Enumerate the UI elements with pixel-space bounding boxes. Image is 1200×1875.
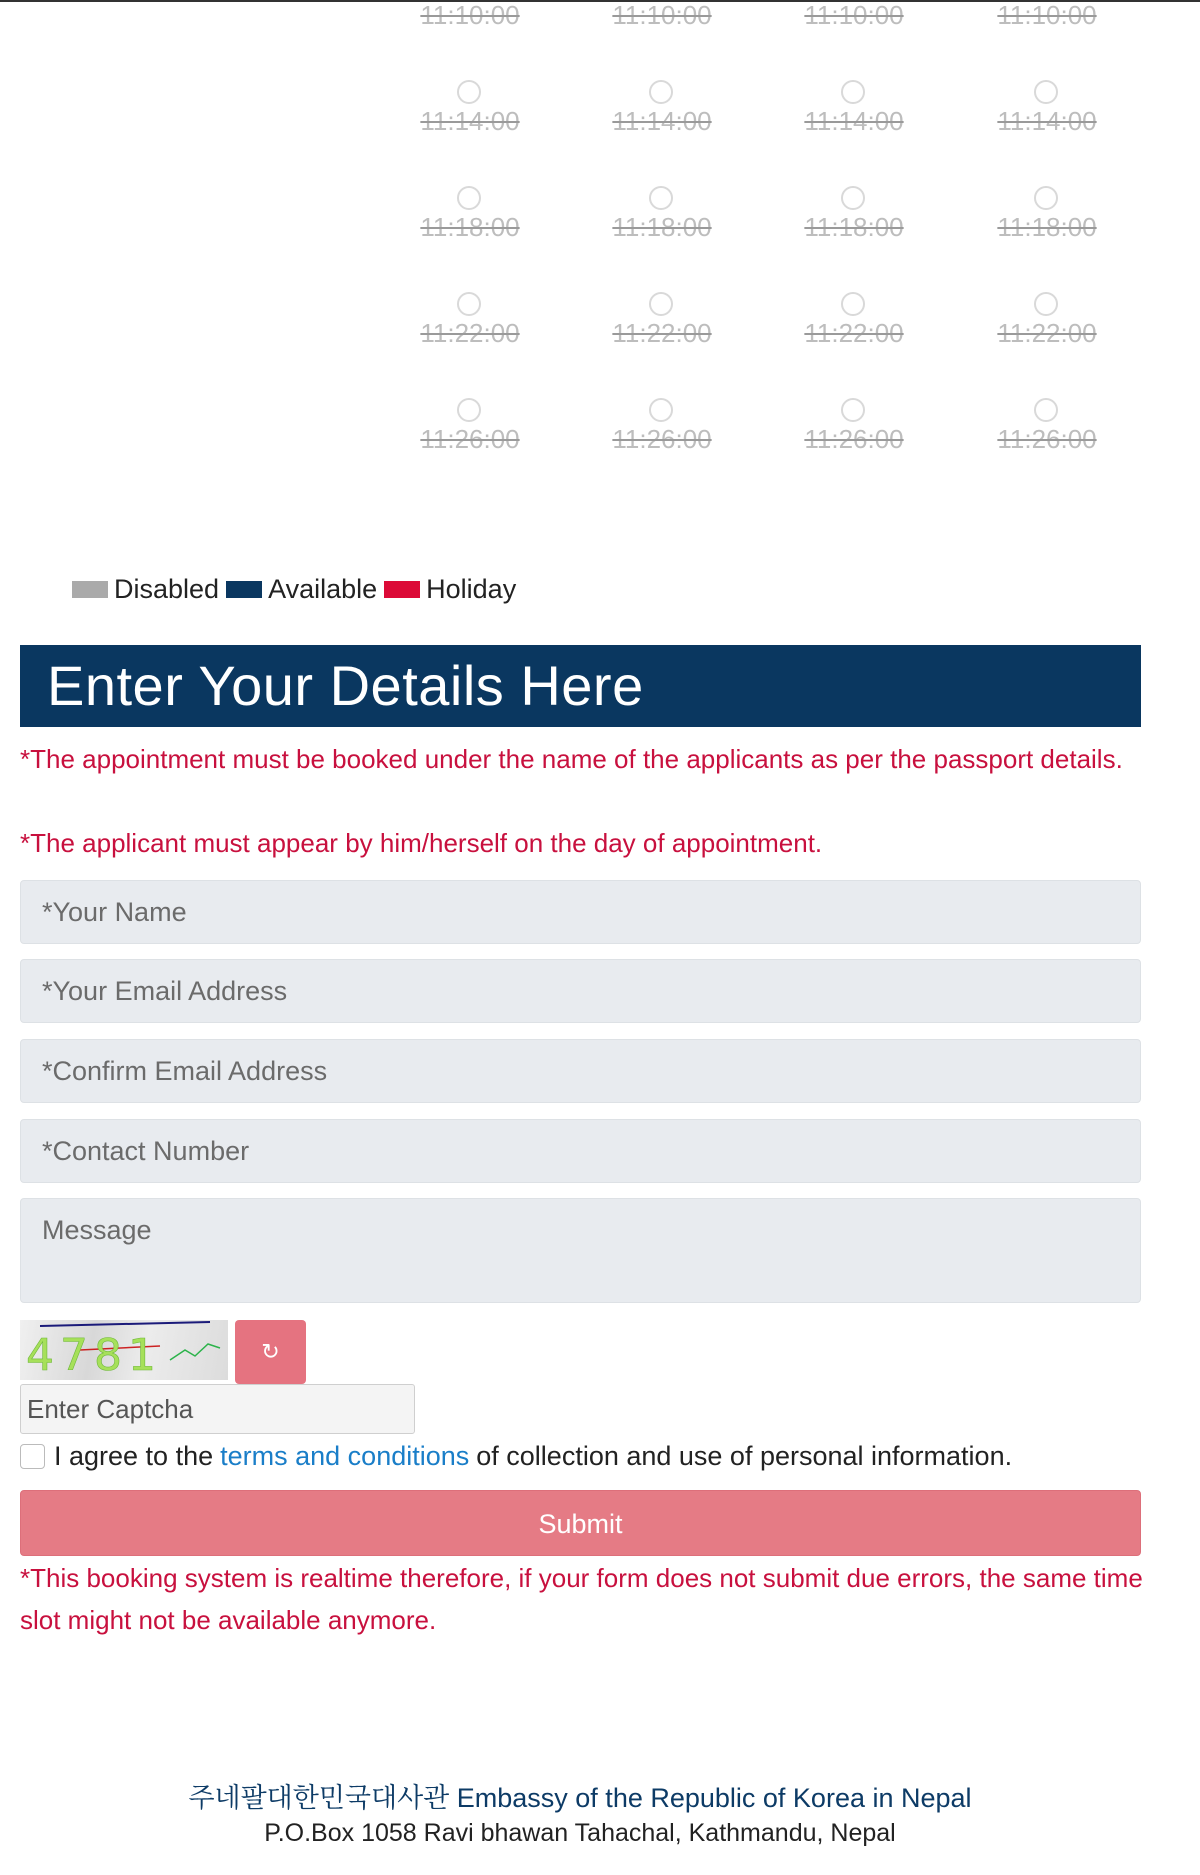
legend-label: Holiday — [426, 573, 517, 604]
time-slot — [572, 80, 752, 186]
time-slot-label: 11:10:00 — [804, 0, 904, 30]
time-slot-label: 11:18:00 — [804, 212, 904, 242]
captcha-refresh-button[interactable] — [235, 1320, 306, 1384]
time-slot-radio — [841, 80, 865, 104]
time-slot — [380, 186, 560, 292]
time-slot-label: 11:14:00 — [420, 106, 520, 136]
time-slot — [957, 0, 1137, 80]
time-slot-radio — [457, 80, 481, 104]
captcha-input[interactable] — [20, 1384, 415, 1434]
time-slot — [957, 186, 1137, 292]
email-input[interactable] — [20, 959, 1141, 1023]
captcha-code: 4781 — [26, 1330, 162, 1380]
agree-suffix-text: of collection and use of personal information. — [476, 1440, 1013, 1471]
legend-item — [384, 574, 516, 605]
time-slot-radio — [1034, 186, 1058, 210]
message-textarea[interactable] — [20, 1198, 1141, 1303]
time-slot — [380, 398, 560, 504]
slot-legend — [72, 572, 523, 606]
passport-name-notice: *The appointment must be booked under the name of the applicants as per the passport details. — [20, 744, 1123, 774]
time-slot — [764, 186, 944, 292]
legend-swatch — [72, 581, 108, 598]
details-section-title: Enter Your Details Here — [20, 645, 1141, 727]
time-slot — [957, 80, 1137, 186]
embassy-name: 주네팔대한민국대사관 Embassy of the Republic of Korea in Nepal — [188, 1783, 972, 1813]
confirm-email-input[interactable] — [20, 1039, 1141, 1103]
contact-number-input[interactable] — [20, 1119, 1141, 1183]
time-slot — [957, 398, 1137, 504]
time-slot-radio — [1034, 80, 1058, 104]
time-slot-grid — [0, 0, 1200, 480]
realtime-booking-notice: *This booking system is realtime therefore, if your form does not submit due errors, the same time slot might not be available anymore. — [20, 1563, 1143, 1635]
time-slot — [764, 80, 944, 186]
time-slot — [957, 292, 1137, 398]
legend-swatch — [384, 581, 420, 598]
terms-checkbox[interactable] — [20, 1444, 45, 1469]
time-slot-label: 11:22:00 — [612, 318, 712, 348]
time-slot-radio — [1034, 398, 1058, 422]
legend-label: Disabled — [114, 573, 220, 604]
captcha-image — [20, 1320, 228, 1380]
time-slot — [380, 0, 560, 80]
time-slot-radio — [841, 398, 865, 422]
time-slot-label: 11:18:00 — [997, 212, 1097, 242]
time-slot — [572, 0, 752, 80]
time-slot-label: 11:26:00 — [612, 424, 712, 454]
refresh-icon: ↻ — [261, 1339, 280, 1364]
time-slot-radio — [649, 80, 673, 104]
submit-button[interactable]: Submit — [20, 1490, 1141, 1556]
time-slot — [572, 398, 752, 504]
time-slot-radio — [841, 186, 865, 210]
time-slot-label: 11:18:00 — [612, 212, 712, 242]
time-slot — [572, 186, 752, 292]
time-slot — [764, 398, 944, 504]
embassy-address: P.O.Box 1058 Ravi bhawan Tahachal, Kathmandu, Nepal — [264, 1819, 896, 1847]
time-slot-label: 11:18:00 — [420, 212, 520, 242]
time-slot — [764, 292, 944, 398]
time-slot — [380, 292, 560, 398]
time-slot-label: 11:10:00 — [612, 0, 712, 30]
time-slot — [380, 80, 560, 186]
legend-swatch — [226, 581, 262, 598]
time-slot-label: 11:22:00 — [420, 318, 520, 348]
appear-in-person-notice: *The applicant must appear by him/herself on the day of appointment. — [20, 828, 823, 858]
legend-item — [226, 574, 377, 605]
agree-prefix-text: I agree to the — [54, 1440, 214, 1471]
time-slot — [764, 0, 944, 80]
time-slot-label: 11:14:00 — [997, 106, 1097, 136]
time-slot-label: 11:10:00 — [997, 0, 1097, 30]
time-slot-label: 11:10:00 — [420, 0, 520, 30]
time-slot-label: 11:26:00 — [420, 424, 520, 454]
captcha-graphic — [20, 1320, 228, 1380]
terms-agreement — [20, 1436, 1012, 1476]
time-slot-radio — [457, 398, 481, 422]
time-slot-radio — [1034, 292, 1058, 316]
time-slot-radio — [457, 292, 481, 316]
terms-and-conditions-link[interactable]: terms and conditions — [220, 1440, 470, 1471]
time-slot-label: 11:26:00 — [804, 424, 904, 454]
time-slot-radio — [649, 292, 673, 316]
name-input[interactable] — [20, 880, 1141, 944]
time-slot-label: 11:26:00 — [997, 424, 1097, 454]
time-slot — [572, 292, 752, 398]
time-slot-label: 11:22:00 — [804, 318, 904, 348]
legend-item — [72, 574, 219, 605]
time-slot-label: 11:14:00 — [804, 106, 904, 136]
time-slot-radio — [457, 186, 481, 210]
time-slot-radio — [649, 398, 673, 422]
time-slot-radio — [649, 186, 673, 210]
time-slot-label: 11:22:00 — [997, 318, 1097, 348]
time-slot-radio — [841, 292, 865, 316]
legend-label: Available — [268, 573, 378, 604]
time-slot-label: 11:14:00 — [612, 106, 712, 136]
